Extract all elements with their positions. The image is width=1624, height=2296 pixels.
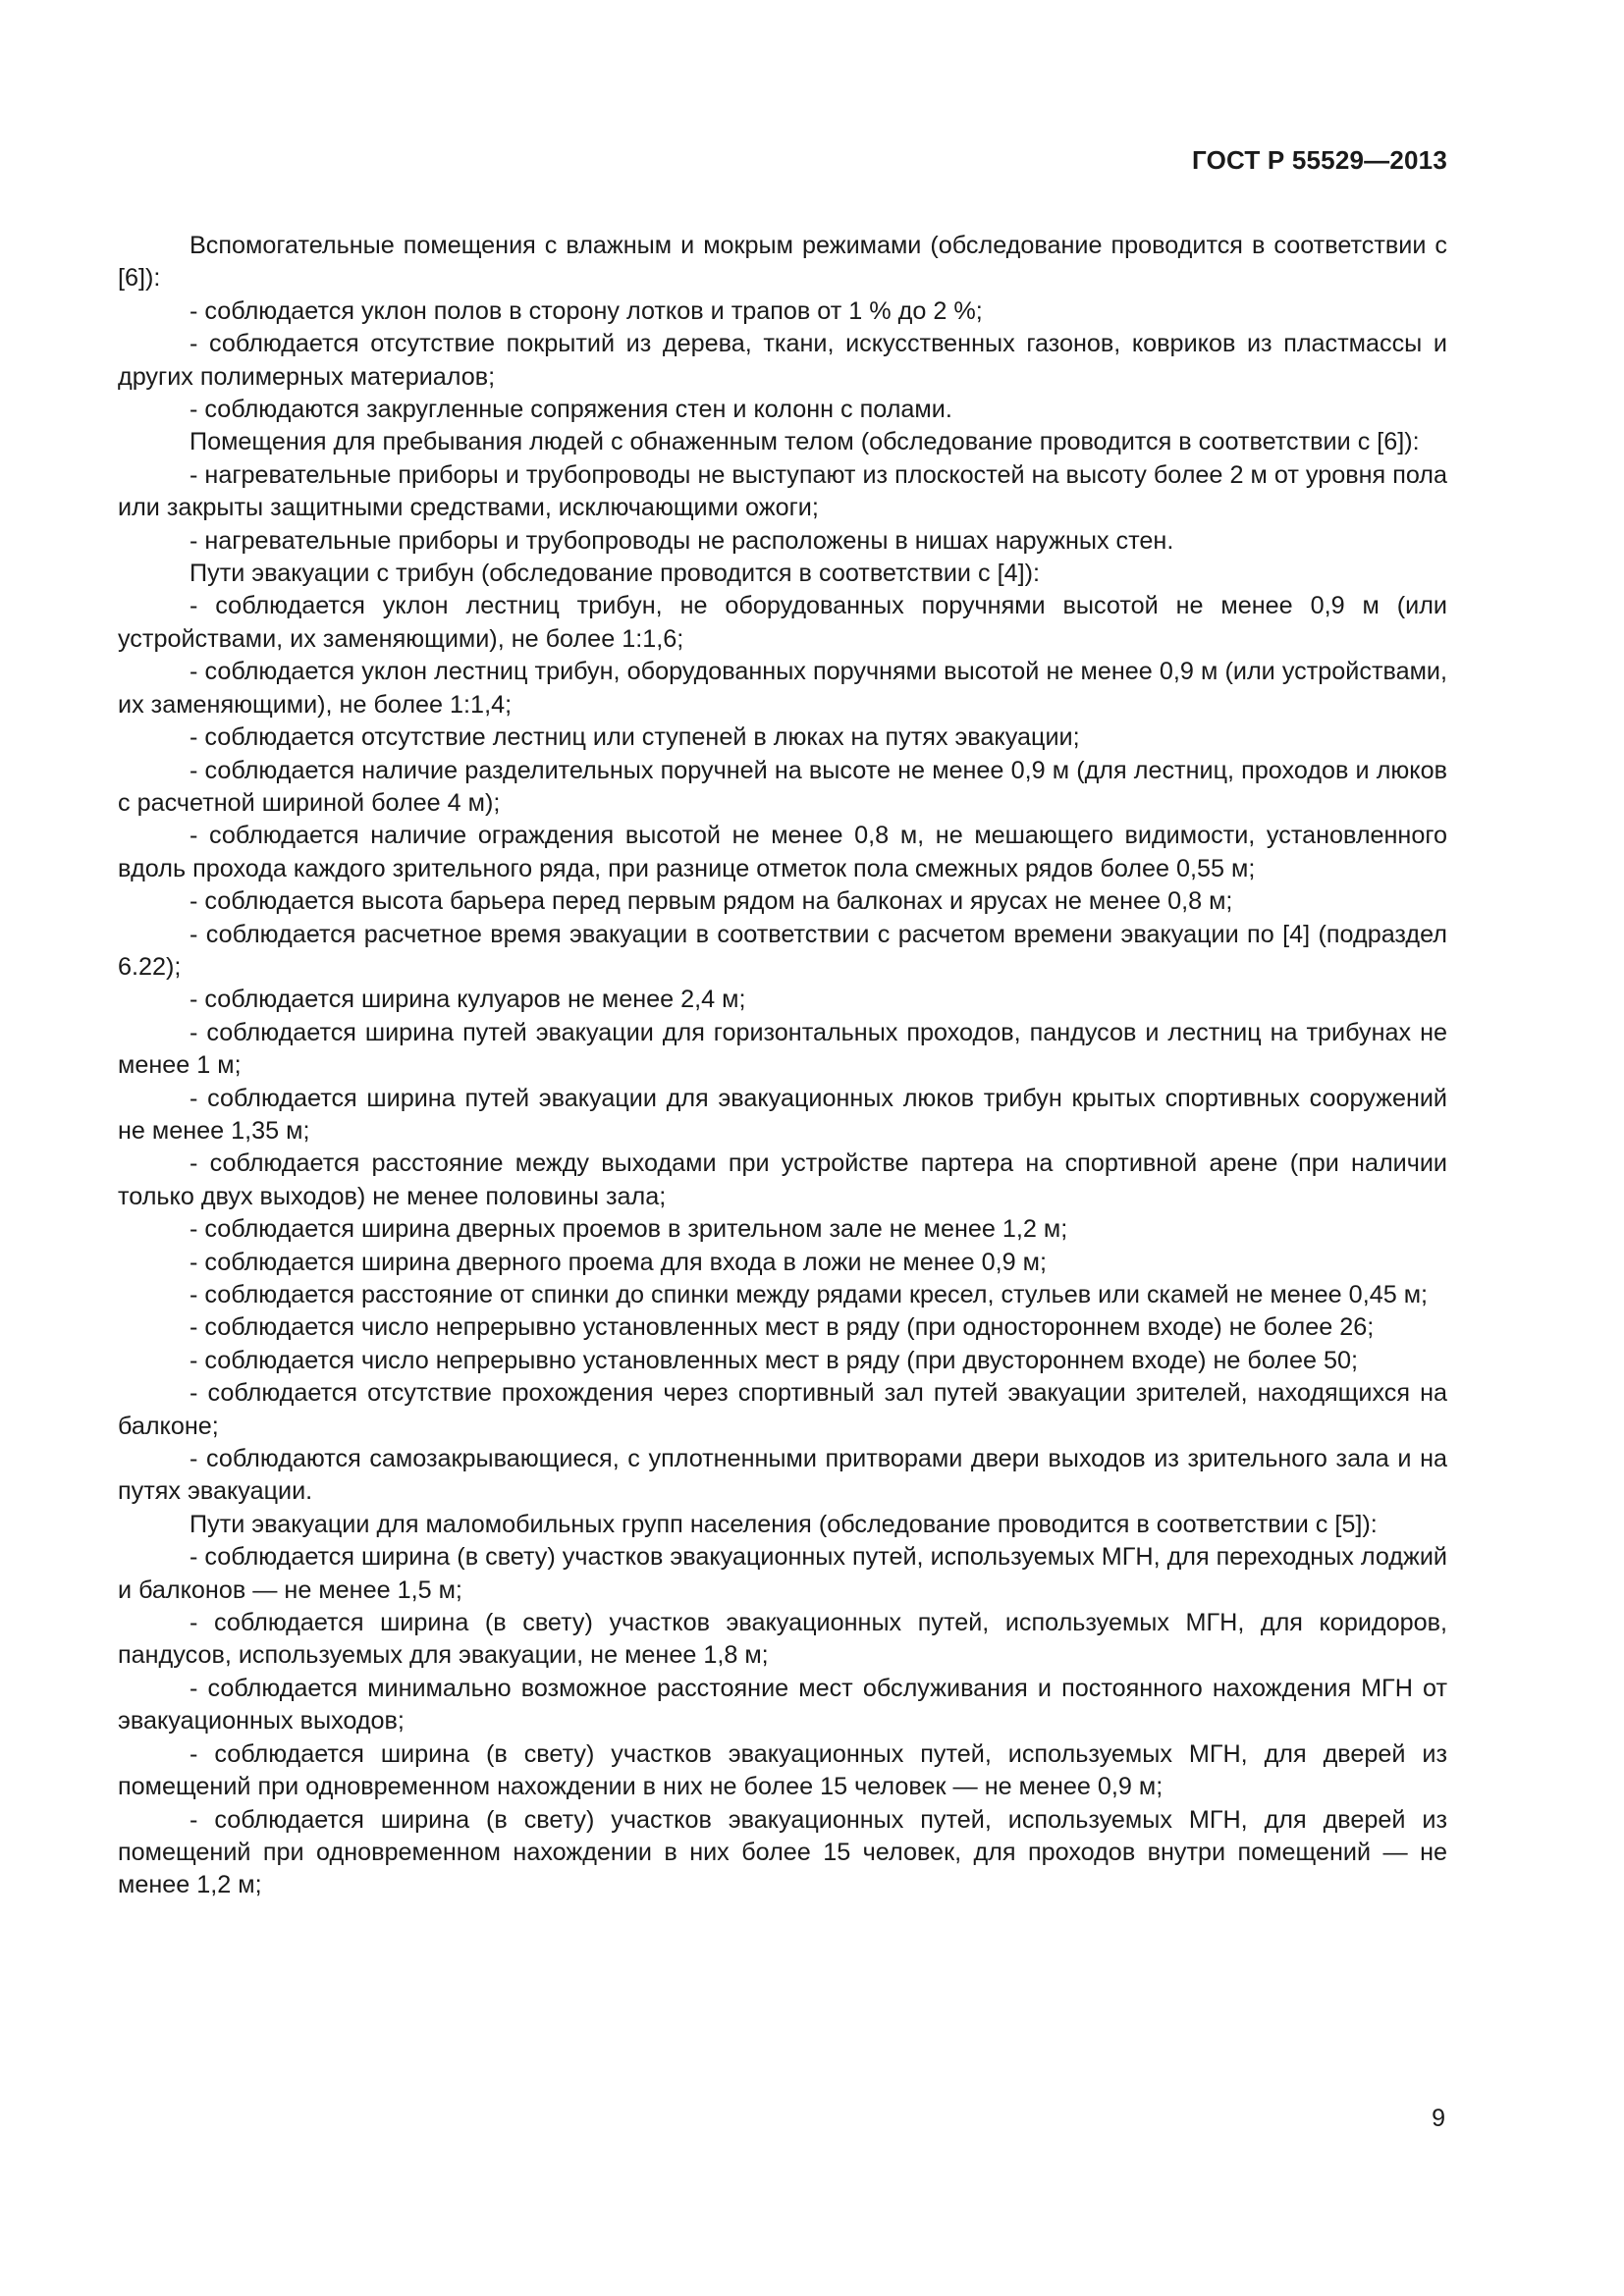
- document-code: ГОСТ Р 55529—2013: [1192, 145, 1447, 175]
- paragraph: - соблюдаются самозакрывающиеся, с уплотненными притворами двери выходов из зрительного зала и на путях эвакуации.: [118, 1445, 1447, 1506]
- paragraph: - соблюдается ширина (в свету) участков эвакуационных путей, используемых МГН, для дверей из помещений при одновременном нахождении в них более 15 человек, для проходов внутри помещений — не менее 1,2 м;: [118, 1805, 1447, 1899]
- paragraph: - соблюдается минимально возможное расстояние мест обслуживания и постоянного нахождения МГН от эвакуационных выходов;: [118, 1674, 1447, 1735]
- paragraph: Помещения для пребывания людей с обнаженным телом (обследование проводится в соответствии с [6]):: [189, 428, 1420, 456]
- paragraph: - соблюдаются закругленные сопряжения стен и колонн с полами.: [189, 396, 952, 424]
- paragraph: - соблюдается ширина дверных проемов в зрительном зале не менее 1,2 м;: [189, 1215, 1068, 1244]
- paragraph: - соблюдается расстояние между выходами при устройстве партера на спортивной арене (при наличии только двух выходов) не менее половины зала;: [118, 1149, 1447, 1210]
- paragraph: - нагревательные приборы и трубопроводы не выступают из плоскостей на высоту более 2 м от уровня пола или закрыты защитными средствами, исключающими ожоги;: [118, 460, 1447, 522]
- paragraph: - соблюдается высота барьера перед первым рядом на балконах и ярусах не менее 0,8 м;: [189, 887, 1233, 916]
- paragraph: - соблюдается ширина кулуаров не менее 2,4 м;: [189, 986, 746, 1014]
- paragraph: - соблюдается расстояние от спинки до спинки между рядами кресел, стульев или скамей не менее 0,45 м;: [189, 1281, 1429, 1308]
- paragraph: - соблюдается ширина путей эвакуации для горизонтальных проходов, пандусов и лестниц на трибунах не менее 1 м;: [118, 1018, 1447, 1080]
- paragraph: - соблюдается отсутствие лестниц или ступеней в люках на путях эвакуации;: [189, 723, 1080, 752]
- paragraph: - нагревательные приборы и трубопроводы не расположены в нишах наружных стен.: [189, 526, 1174, 555]
- paragraph: - соблюдается ширина (в свету) участков эвакуационных путей, используемых МГН, для дверей из помещений при одновременном нахождении в них не более 15 человек — не менее 0,9 м;: [118, 1739, 1447, 1801]
- paragraph: - соблюдается расчетное время эвакуации в соответствии с расчетом времени эвакуации по [4] (подраздел 6.22);: [118, 920, 1447, 981]
- document-body: [118, 230, 1447, 1902]
- paragraph: - соблюдается наличие ограждения высотой не менее 0,8 м, не мешающего видимости, установленного вдоль прохода каждого зрительного ряда, при разнице отметок пола смежных рядов более 0,55 м;: [118, 822, 1447, 882]
- paragraph: - соблюдается наличие разделительных поручней на высоте не менее 0,9 м (для лестниц, проходов и люков с расчетной шириной более 4 м);: [118, 756, 1447, 817]
- paragraph: - соблюдается уклон лестниц трибун, оборудованных поручнями высотой не менее 0,9 м (или устройствами, их заменяющими), не более 1:1,4;: [118, 658, 1447, 719]
- paragraph: - соблюдается отсутствие покрытий из дерева, ткани, искусственных газонов, ковриков из пластмассы и других полимерных материалов;: [118, 330, 1447, 391]
- paragraph: - соблюдается число непрерывно установленных мест в ряду (при двустороннем входе) не более 50;: [189, 1346, 1359, 1374]
- paragraph: Пути эвакуации с трибун (обследование проводится в соответствии с [4]):: [189, 560, 1040, 588]
- paragraph: - соблюдается отсутствие прохождения через спортивный зал путей эвакуации зрителей, находящихся на балконе;: [118, 1379, 1447, 1440]
- paragraph: - соблюдается уклон лестниц трибун, не оборудованных поручнями высотой не менее 0,9 м (или устройствами, их заменяющими), не более 1:1,6;: [118, 592, 1447, 653]
- paragraph: Вспомогательные помещения с влажным и мокрым режимами (обследование проводится в соответствии с [6]):: [118, 232, 1447, 293]
- paragraph: - соблюдается ширина (в свету) участков эвакуационных путей, используемых МГН, для коридоров, пандусов, используемых для эвакуации, не менее 1,8 м;: [118, 1609, 1447, 1670]
- page-number: 9: [1432, 2105, 1445, 2132]
- paragraph: - соблюдается число непрерывно установленных мест в ряду (при одностороннем входе) не более 26;: [189, 1313, 1375, 1342]
- paragraph: Пути эвакуации для маломобильных групп населения (обследование проводится в соответствии с [5]):: [189, 1510, 1378, 1538]
- paragraph: - соблюдается уклон полов в сторону лотков и трапов от 1 % до 2 %;: [189, 296, 983, 325]
- paragraph: - соблюдается ширина (в свету) участков эвакуационных путей, используемых МГН, для переходных лоджий и балконов — не менее 1,5 м;: [118, 1543, 1447, 1604]
- paragraph: - соблюдается ширина путей эвакуации для эвакуационных люков трибун крытых спортивных сооружений не менее 1,35 м;: [118, 1084, 1447, 1145]
- paragraph: - соблюдается ширина дверного проема для входа в ложи не менее 0,9 м;: [189, 1248, 1047, 1276]
